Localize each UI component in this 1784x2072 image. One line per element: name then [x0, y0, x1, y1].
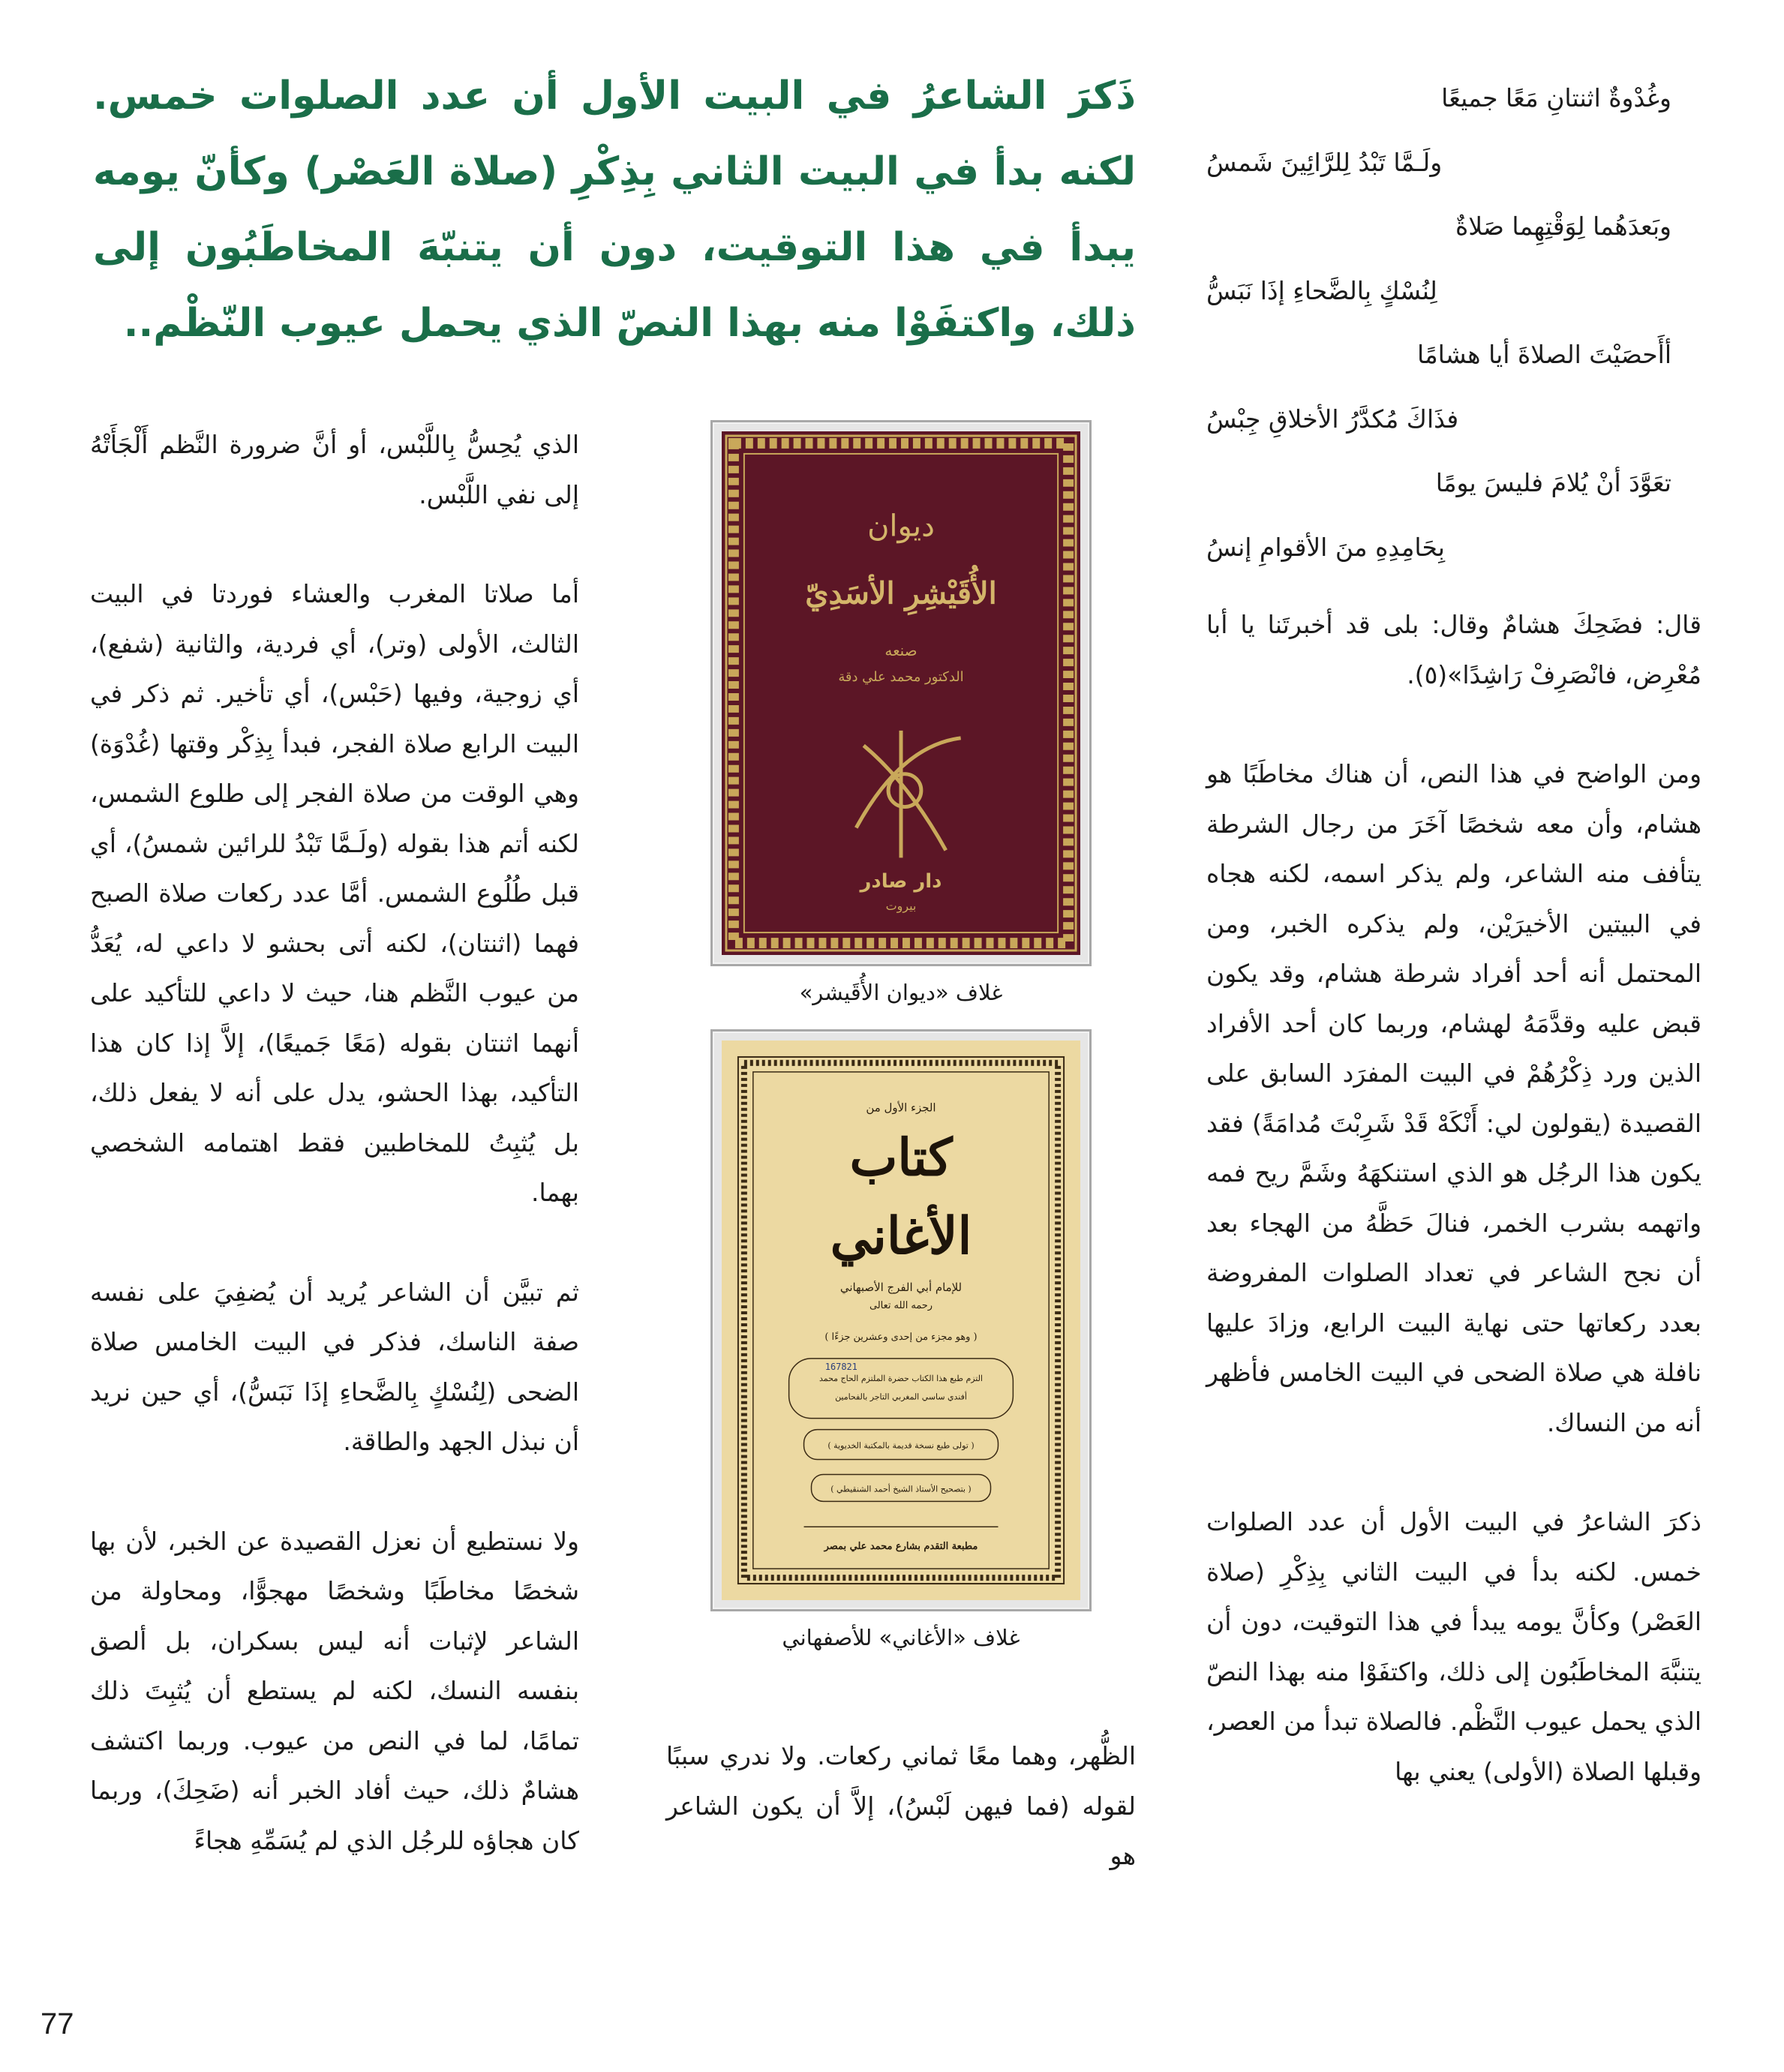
poem-line: وبَعدَهُما لِوَقْتِهِما صَلاةٌ [1455, 212, 1671, 241]
diwan-cover-image [722, 431, 1080, 955]
diwan-book-cover [710, 420, 1092, 966]
left-column [90, 420, 579, 1866]
poem-line: فذَاكَ مُكدَّرُ الأخلاقِ جِبْسُ [1206, 404, 1459, 434]
figure-diwan-cover [666, 420, 1136, 1019]
aghani-press: مطبعة التقدم بشارع محمد علي بمصر [824, 1541, 978, 1553]
diwan-title-main: الأُقَيْشِرِ الأسَدِيّ [805, 576, 997, 611]
aghani-part: الجزء الأول من [866, 1101, 936, 1115]
paragraph: ولا نستطيع أن نعزل القصيدة عن الخبر، لأن بها شخصًا مخاطَبًا وشخصًا مهجوًّا، ومحاولة من الشاعر لإثبات أنه ليس بسكران، بل ألصق بنفسه النسك، لكنه لم يستطع أن يُثبِتَ ذلك تمامًا، لما في النص من عيوب. وربما اكتشف هشامٌ ذلك، حيث أفاد الخبر أنه (ضَحِكَ)، وربما كان هجاؤه للرجُل الذي لم يُسَمِّهِ هجاءً [90, 1526, 579, 1855]
poem-line: ولَـمَّا تَبْدُ لِلرَّائِينَ شَمسُ [1206, 147, 1443, 177]
poem [1206, 66, 1701, 579]
aghani-author: للإمام أبي الفرج الأصبهاني [839, 1281, 963, 1295]
paragraph: ذكرَ الشاعرُ في البيت الأول أن عدد الصلوات خمس. لكنه بدأ في البيت الثاني بِذِكْرِ (صلاة العَصْر) وكأنَّ يومه يبدأ في هذا التوقيت، دون أن يتنبَّهَ المخاطَبُون إلى ذلك، واكتفَوْا منه بهذا النصّ الذي يحمل عيوب النَّظْم. فالصلاة تبدأ من العصر، وقبلها الصلاة (الأولى) يعني بها [1206, 1507, 1701, 1786]
paragraph: أما صلاتا المغرب والعشاء فوردتا في البيت الثالث، الأولى (وتر)، أي فردية، والثانية (شفع)، أي زوجية، وفيها (حَبْس)، أي تأخير. ثم ذكر في البيت الرابع صلاة الفجر، فبدأ بِذِكْر وقتها (غُدْوَة) وهي الوقت من صلاة الفجر إلى طلوع الشمس، لكنه أتم هذا بقوله (ولَـمَّا تَبْدُ للرائين شمسُ)، أي قبل طُلُوع الشمس. أمَّا عدد ركعات صلاة الصبح فهما (اثنتان)، لكنه أتى بحشو لا داعي له، يُعَدُّ من عيوب النَّظم هنا، حيث لا داعي للتأكيد على أنهما اثنتان بقوله (مَعًا جَميعًا)، إلاَّ إذا كان هذا التأكيد، بهذا الحشو، يدل على أنه لا يفعل ذلك، بل يُثبِتُ للمخاطبين فقط اهتمامه الشخصي بهما. [90, 579, 579, 1207]
paragraph: الذي يُحِسُّ بِاللَّبْس، أو أنَّ ضرورة النَّظم أَلْجَأَتْهُ إلى نفي اللَّبْس. [90, 430, 579, 509]
aghani-title-1: كتاب [849, 1127, 953, 1188]
page-number: 77 [41, 2007, 74, 2040]
figure-aghani-cover [666, 1029, 1136, 1664]
aghani-contents: ( وهو مجزء من إحدى وعشرين جزءًا ) [824, 1331, 978, 1343]
aghani-note-1: التزم طبع هذا الكتاب حضرة الملتزم الحاج محمد [819, 1373, 983, 1383]
aghani-book-cover [710, 1029, 1092, 1611]
pull-quote: ذَكرَ الشاعرُ في البيت الأول أن عدد الصلوات خمس. لكنه بدأ في البيت الثاني بِذِكْرِ (صلاة العَصْر) وكأنّ يومه يبدأ في هذا التوقيت، دون أن يتنبّهَ المخاطَبُون إلى ذلك، واكتفَوْا منه بهذا النصّ الذي يحمل عيوب النّظْم.. [93, 74, 1136, 346]
cover-background [722, 1041, 1080, 1600]
diwan-author: الدكتور محمد علي دقة [838, 669, 964, 686]
middle-column [666, 420, 1136, 1881]
paragraph: ثم تبيَّن أن الشاعر يُريد أن يُضفِيَ على نفسه صفة الناسك، فذكر في البيت الخامس صلاة الضحى (لِنُسْكٍ بِالضَّحاءِ إذَا نَبَسُّ)، أي حين نريد أن نبذل الجهد والطاقة. [90, 1277, 579, 1456]
poem-line: لِنُسْكٍ بِالضَّحاءِ إذَا نَبَسُّ [1206, 275, 1437, 305]
paragraph: ومن الواضح في هذا النص، أن هناك مخاطَبًا هو هشام، وأن معه شخصًا آخَرَ من رجال الشرطة يتأفف منه الشاعر، ولم يذكر اسمه، لكنه هجاه في البيتين الأخيرَيْن، ولم يذكره الخبر، ومن المحتمل أنه أحد أفراد شرطة هشام، وقد يكون قبض عليه وقدَّمَهُ لهشام، وربما كان أحد الأفراد الذين ورد ذِكْرُهُمْ في البيت المفرَد السابق على القصيدة (يقولون لي: أَنْكَهْ قَدْ شَرِبْتَ مُدامَةً) فقد يكون هذا الرجُل هو الذي استنكهَهُ وشَمَّ ريح فمه واتهمه بشرب الخمر، فنالَ حَظَّهُ من الهجاء بعد أن نجح الشاعر في تعداد الصلوات المفروضة بعدد ركعاتها حتى نهاية البيت الرابع، وزادَ عليها نافلة هي صلاة الضحى في البيت الخامس فأظهر أنه من النساك. [1206, 759, 1701, 1437]
poem-line: وغُدْوةٌ اثنتانِ مَعًا جميعًا [1441, 83, 1671, 113]
poem-line: أأَحصَيْتَ الصلاةَ أيا هشامًا [1416, 340, 1671, 369]
figure-caption: غلاف «ديوان الأُقَيشر» [799, 980, 1003, 1005]
aghani-blessing: رحمه الله تعالى [869, 1300, 933, 1312]
right-column [1206, 66, 1701, 1797]
diwan-subtitle: صنعه [884, 642, 918, 660]
diwan-title-top: ديوان [867, 509, 935, 544]
poem-line: بِحَامِدِهِ منَ الأقوامِ إنسُ [1206, 532, 1445, 562]
aghani-editor: ( بتصحيح الأستاذ الشيخ أحمد الشنقيطي ) [830, 1484, 972, 1494]
aghani-note-3: ( تولى طبع نسخة قديمة بالمكتبة الخديوية ) [827, 1440, 975, 1451]
aghani-note-2: أفندي ساسي المغربي التاجر بالفحامين [835, 1392, 967, 1402]
diwan-publisher: دار صادر [860, 870, 942, 893]
diwan-city: بيروت [885, 899, 917, 914]
library-stamp: 167821 [824, 1361, 857, 1372]
paragraph: الظُّهر، وهما معًا ثماني ركعات. ولا ندري سببًا لقوله (فما فيهن لَبْسُ)، إلاَّ أن يكون الشاعر هو [666, 1741, 1136, 1870]
aghani-cover-image [722, 1041, 1080, 1600]
right-column-text [1206, 600, 1701, 1797]
paragraph: قال: فضَحِكَ هشامٌ وقال: بلى قد أخبرتَنا يا أبا مُعْرِض، فانْصَرِفْ رَاشِدًا»(٥). [1206, 610, 1701, 689]
poem-line: تعَوَّدَ أنْ يُلامَ فليسَ يومًا [1435, 468, 1671, 497]
aghani-title-2: الأغاني [830, 1206, 972, 1266]
figure-caption: غلاف «الأغاني» للأصفهاني [782, 1625, 1020, 1650]
